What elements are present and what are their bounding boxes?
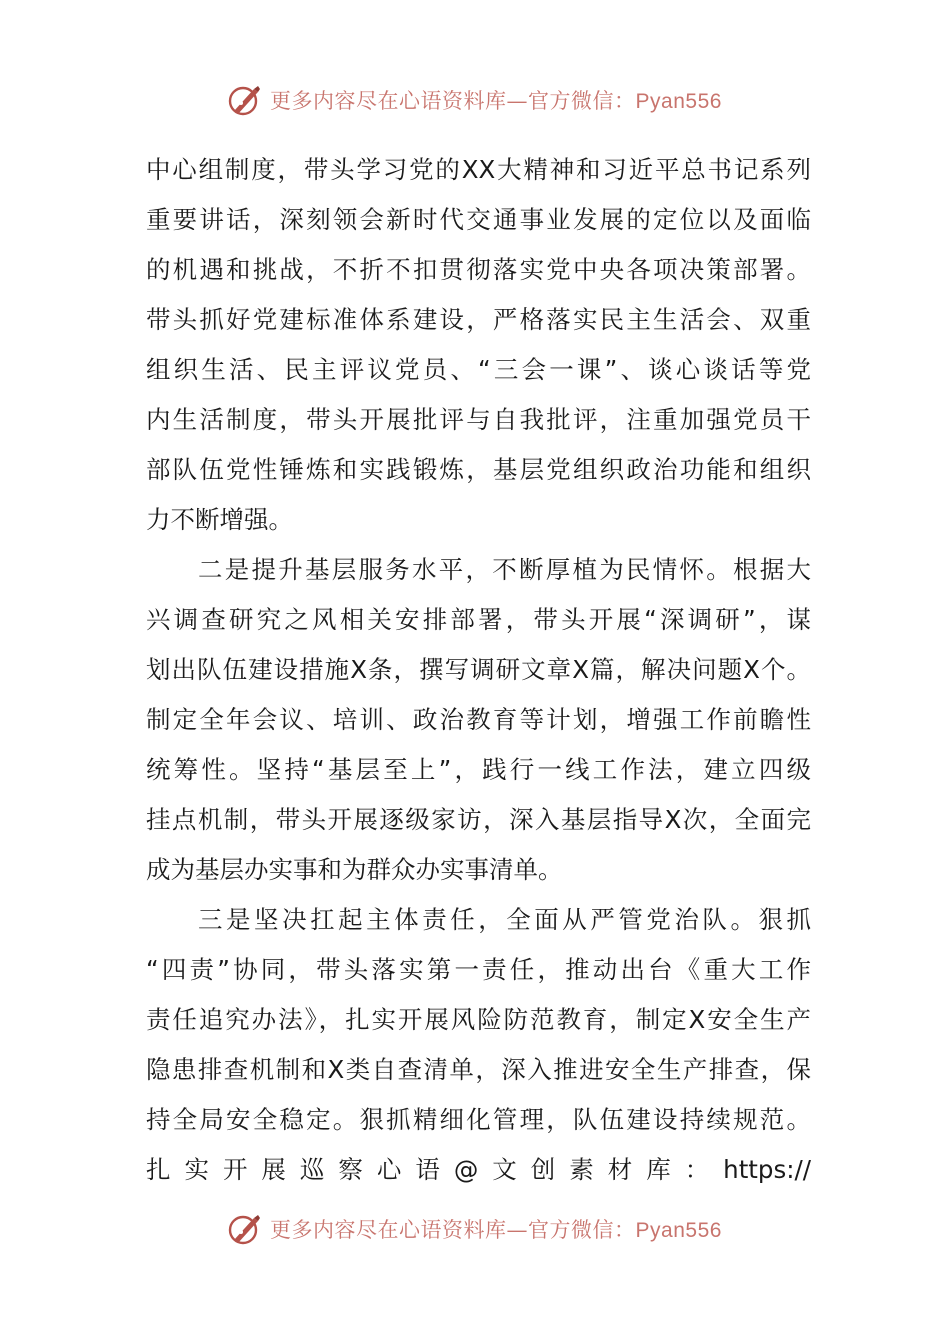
body-line-url: 扎实开展巡察心语@文创素材库：https:// bbox=[146, 1155, 811, 1184]
header-banner bbox=[0, 78, 950, 122]
pen-circle-logo-icon bbox=[228, 83, 262, 117]
body-line: 内生活制度，带头开展批评与自我批评，注重加强党员干 bbox=[146, 405, 811, 434]
body-line: 部队伍党性锤炼和实践锻炼，基层党组织政治功能和组织 bbox=[146, 455, 811, 484]
body-line: 制定全年会议、培训、政治教育等计划，增强工作前瞻性 bbox=[146, 705, 811, 734]
body-line: 责任追究办法》，扎实开展风险防范教育，制定X安全生产 bbox=[146, 1005, 811, 1034]
body-line: 划出队伍建设措施X条，撰写调研文章X篇，解决问题X个。 bbox=[146, 655, 811, 684]
footer-banner-text bbox=[270, 1214, 722, 1244]
pen-circle-logo-icon bbox=[228, 1212, 262, 1246]
body-line: 成为基层办实事和为群众办实事清单。 bbox=[146, 855, 563, 884]
header-banner-slogan: 更多内容尽在心语资料库—官方微信： bbox=[270, 89, 636, 113]
paragraph-start: 二是提升基层服务水平，不断厚植为民情怀。根据大 bbox=[198, 555, 811, 584]
footer-wechat-id: Pyan556 bbox=[635, 1219, 722, 1242]
body-line: 中心组制度，带头学习党的XX大精神和习近平总书记系列 bbox=[146, 155, 811, 184]
body-line: 统筹性。坚持“基层至上”，践行一线工作法，建立四级 bbox=[146, 755, 811, 784]
body-line: 隐患排查机制和X类自查清单，深入推进安全生产排查，保 bbox=[146, 1055, 811, 1084]
body-line: “四责”协同，带头落实第一责任，推动出台《重大工作 bbox=[146, 955, 811, 984]
footer-banner-slogan: 更多内容尽在心语资料库—官方微信： bbox=[270, 1218, 636, 1242]
body-line: 重要讲话，深刻领会新时代交通事业发展的定位以及面临 bbox=[146, 205, 811, 234]
body-line: 力不断增强。 bbox=[146, 505, 293, 534]
body-line: 带头抓好党建标准体系建设，严格落实民主生活会、双重 bbox=[146, 305, 811, 334]
paragraph-start: 三是坚决扛起主体责任，全面从严管党治队。狠抓 bbox=[198, 905, 811, 934]
header-wechat-id: Pyan556 bbox=[635, 90, 722, 113]
body-line: 组织生活、民主评议党员、“三会一课”、谈心谈话等党 bbox=[146, 355, 811, 384]
body-line: 兴调查研究之风相关安排部署，带头开展“深调研”，谋 bbox=[146, 605, 811, 634]
footer-banner bbox=[0, 1207, 950, 1251]
body-line: 挂点机制，带头开展逐级家访，深入基层指导X次，全面完 bbox=[146, 805, 811, 834]
document-body bbox=[146, 145, 811, 1195]
header-banner-text bbox=[270, 85, 722, 115]
body-line: 持全局安全稳定。狠抓精细化管理，队伍建设持续规范。 bbox=[146, 1105, 811, 1134]
body-line: 的机遇和挑战，不折不扣贯彻落实党中央各项决策部署。 bbox=[146, 255, 811, 284]
